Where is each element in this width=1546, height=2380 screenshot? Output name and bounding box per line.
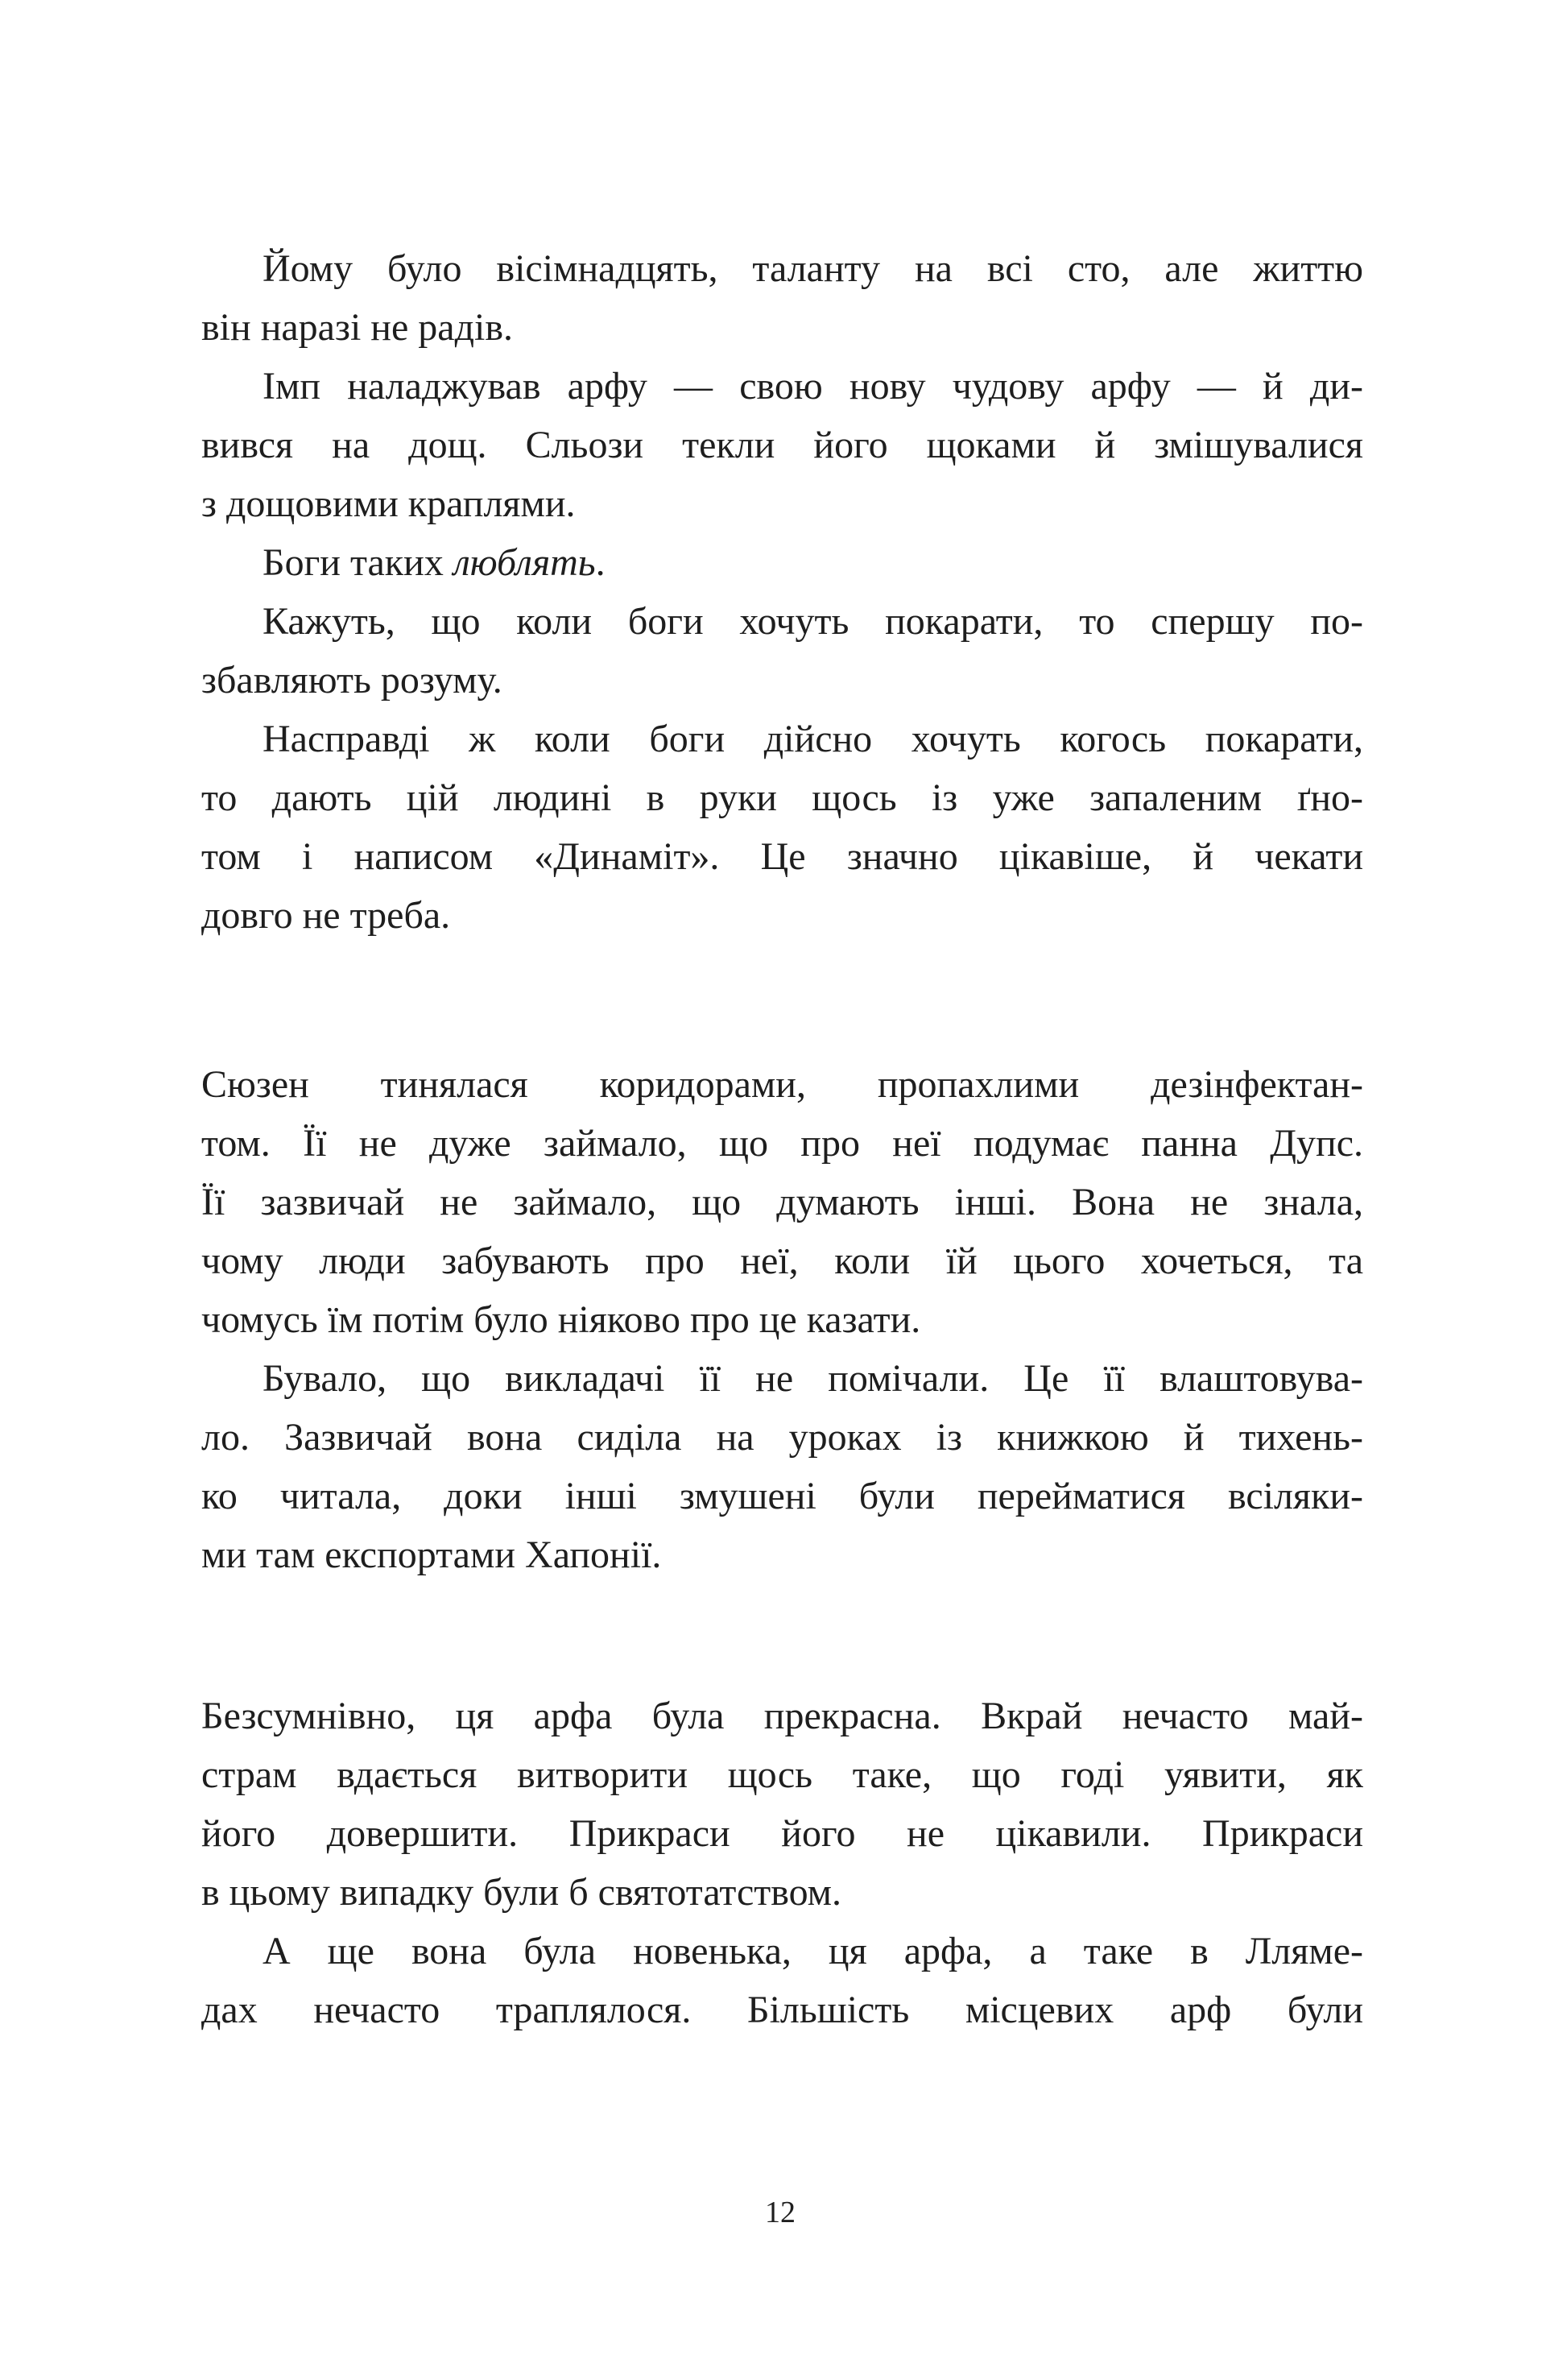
text-line: Сюзен тинялася коридорами, пропахлими дезінфектан-: [201, 1063, 1363, 1106]
text-line: в цьому випадку були б святотатством.: [201, 1871, 842, 1914]
text-line: його довершити. Прикраси його не цікавили. Прикраси: [201, 1812, 1363, 1855]
text-line: то дають цій людині в руки щось із уже запаленим ґно-: [201, 776, 1363, 819]
text-line: Бувало, що викладачі її не помічали. Це її влаштовува-: [262, 1357, 1363, 1400]
text-line: довго не треба.: [201, 894, 451, 937]
text-line: страм вдається витворити щось таке, що годі уявити, як: [201, 1753, 1363, 1796]
text-section-2: [201, 1055, 1363, 1584]
text-segment: .: [595, 541, 606, 584]
text-line: чому люди забувають про неї, коли їй цього хочеться, та: [201, 1240, 1363, 1282]
text-line: ло. Зазвичай вона сиділа на уроках із книжкою й тихень-: [201, 1416, 1363, 1459]
text-section-3: [201, 1687, 1363, 2039]
text-line: Насправді ж коли боги дійсно хочуть когось покарати,: [262, 718, 1363, 760]
text-line: Імп наладжував арфу — свою нову чудову арфу — й ди-: [262, 365, 1363, 408]
text-line: Йому було вісімнадцять, таланту на всі сто, але життю: [262, 247, 1363, 290]
text-line: Її зазвичай не займало, що думають інші. Вона не знала,: [201, 1181, 1363, 1223]
text-line: він наразі не радів.: [201, 306, 513, 349]
text-line: А ще вона була новенька, ця арфа, а таке в Лляме-: [262, 1930, 1363, 1972]
text-line: збавляють розуму.: [201, 659, 502, 702]
text-line: вився на дощ. Сльози текли його щоками й змішувалися: [201, 424, 1363, 466]
italic-text: люблять: [453, 541, 596, 584]
text-line: том. Її не дуже займало, що про неї подумає панна Дупс.: [201, 1122, 1363, 1165]
page-number: 12: [765, 2196, 796, 2229]
text-section-1: [201, 239, 1363, 945]
text-line: дах нечасто траплялося. Більшість місцевих арф були: [201, 1989, 1363, 2031]
text-line: Безсумнівно, ця арфа була прекрасна. Вкрай нечасто май-: [201, 1695, 1363, 1737]
text-line: з дощовими краплями.: [201, 482, 576, 525]
text-line: чомусь їм потім було ніяково про це казати.: [201, 1298, 921, 1341]
text-line: Кажуть, що коли боги хочуть покарати, то спершу по-: [262, 600, 1363, 643]
text-segment: Боги таких: [262, 541, 453, 584]
text-line: [201, 533, 1363, 592]
text-line: ми там експортами Хапонії.: [201, 1534, 662, 1576]
text-line: ко читала, доки інші змушені були перейматися всіляки-: [201, 1475, 1363, 1517]
text-line: том і написом «Динаміт». Це значно цікавіше, й чекати: [201, 835, 1363, 878]
